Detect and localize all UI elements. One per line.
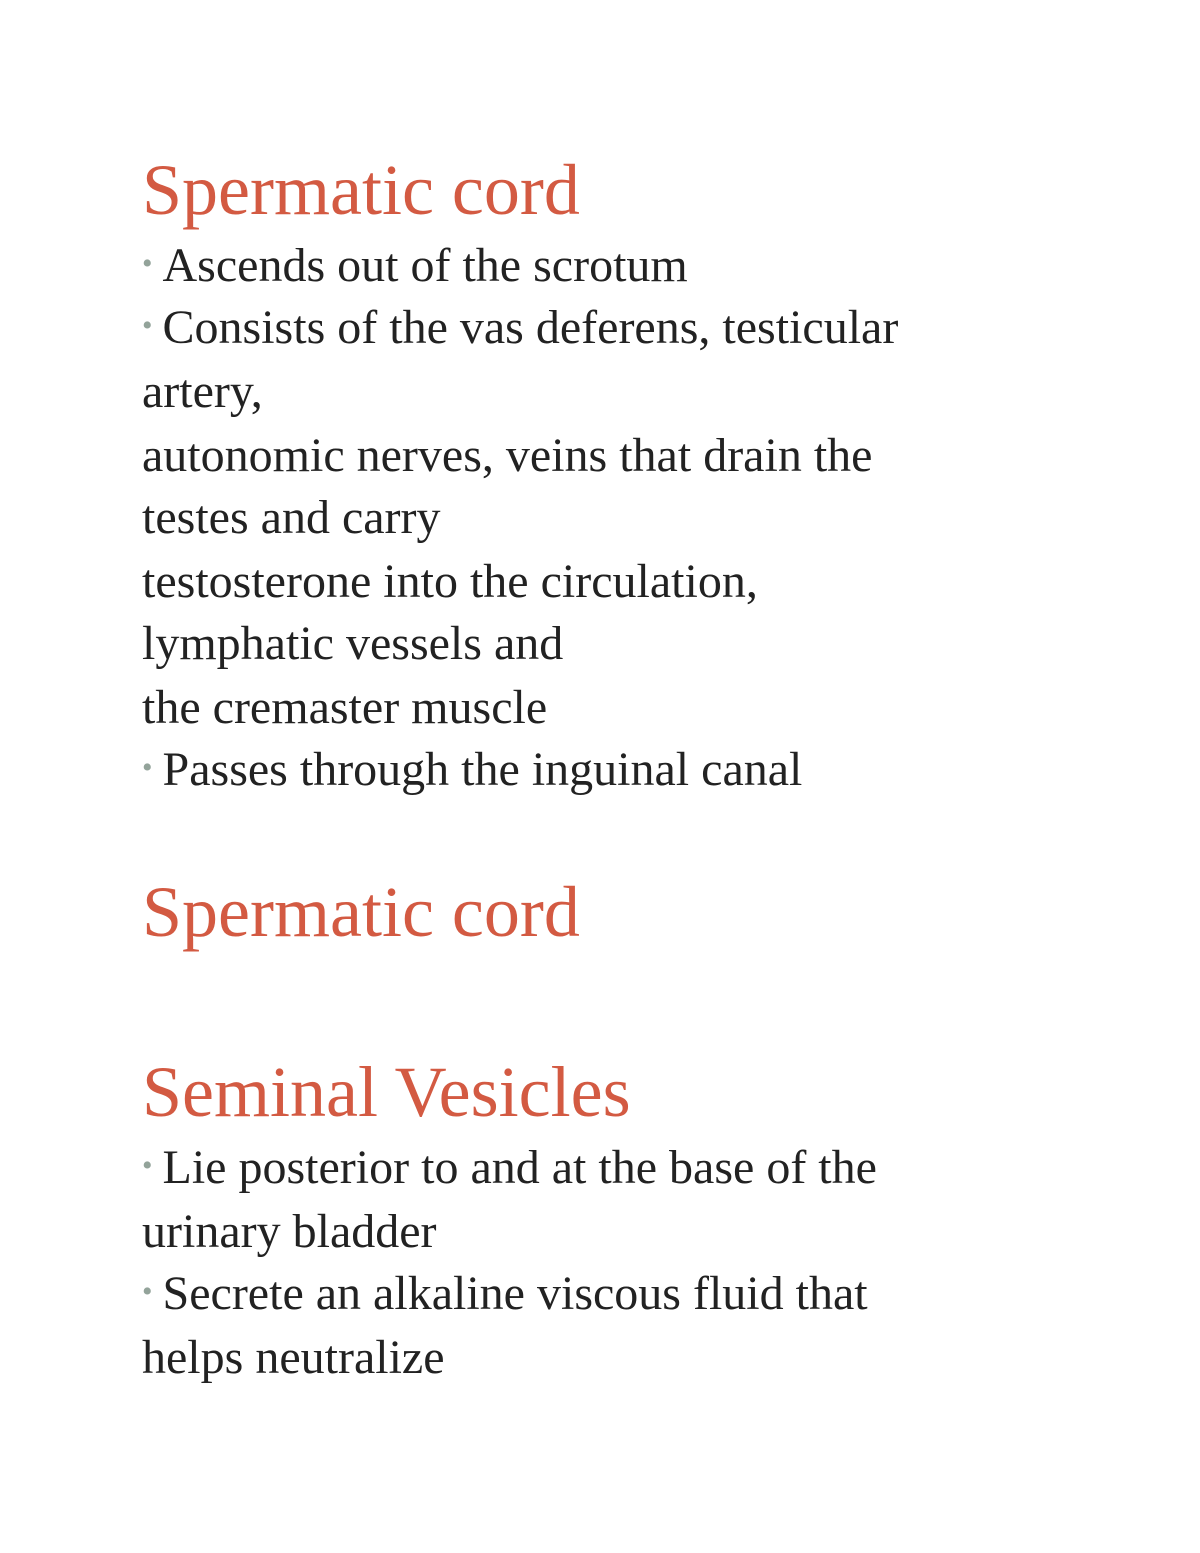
bullet-item — [142, 1266, 868, 1326]
bullet-icon: • — [142, 308, 153, 342]
text-line: urinary bladder — [142, 1205, 437, 1258]
bullet-item — [142, 742, 802, 802]
section-heading-spermatic-cord: Spermatic cord — [142, 150, 580, 230]
text-line: testes and carry — [142, 491, 441, 544]
text-line: helps neutralize — [142, 1331, 445, 1384]
section-heading-spermatic-cord-2: Spermatic cord — [142, 872, 580, 952]
bullet-text: Secrete an alkaline viscous fluid that — [162, 1267, 868, 1320]
bullet-icon: • — [142, 1274, 153, 1308]
bullet-text: Ascends out of the scrotum — [162, 239, 688, 292]
bullet-item — [142, 300, 898, 360]
bullet-icon: • — [142, 246, 153, 280]
text-line: lymphatic vessels and — [142, 617, 564, 670]
text-line: testosterone into the circulation, — [142, 555, 758, 608]
section-heading-seminal-vesicles: Seminal Vesicles — [142, 1052, 631, 1132]
bullet-text: Consists of the vas deferens, testicular — [162, 301, 899, 354]
bullet-item — [142, 238, 688, 298]
bullet-text: Passes through the inguinal canal — [162, 743, 803, 796]
bullet-icon: • — [142, 1148, 153, 1182]
bullet-item — [142, 1140, 877, 1200]
text-line: autonomic nerves, veins that drain the — [142, 429, 873, 482]
text-line: artery, — [142, 365, 263, 418]
text-line: the cremaster muscle — [142, 681, 548, 734]
bullet-icon: • — [142, 750, 153, 784]
bullet-text: Lie posterior to and at the base of the — [162, 1141, 877, 1194]
